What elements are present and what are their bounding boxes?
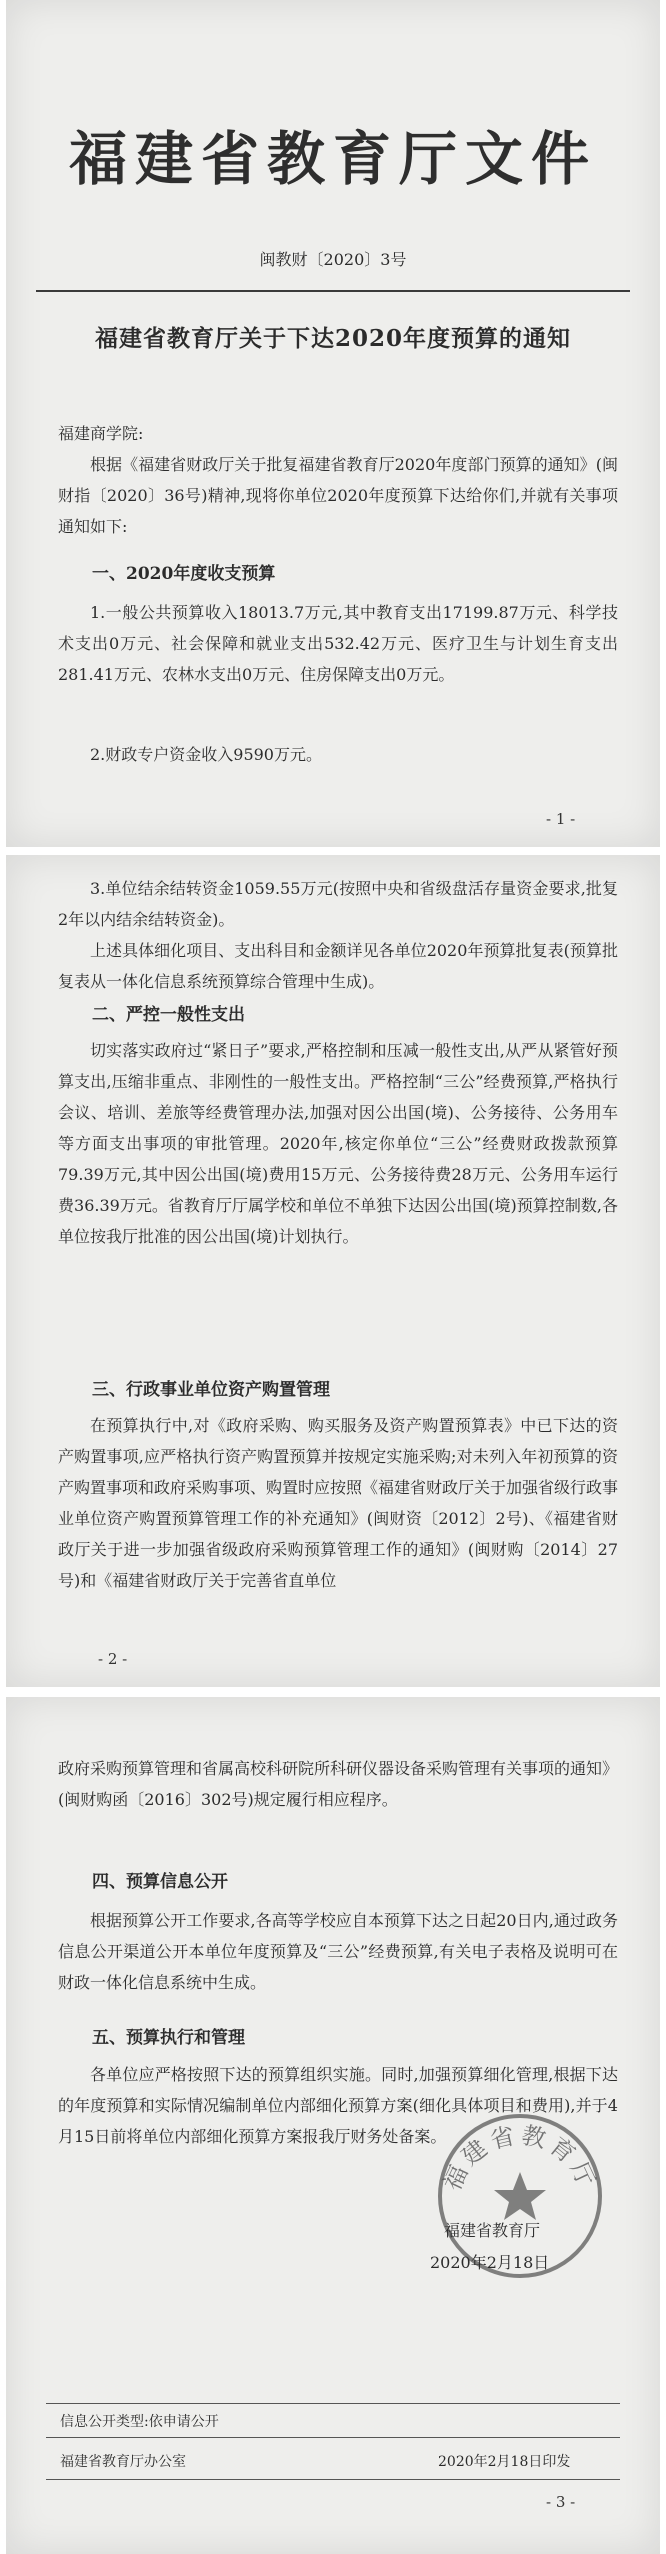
intro-paragraph: 根据《福建省财政厅关于批复福建省教育厅2020年度部门预算的通知》(闽财指〔2020〕36号)精神,现将你单位2020年度预算下达给你们,并就有关事项通知如下: [58,455,618,536]
section-2-heading: 二、严控一般性支出 [92,1005,245,1025]
seal-text: 福建省教育厅 [438,2120,602,2195]
section-1-item-3: 3.单位结余结转资金1059.55万元(按照中央和省级盘活存量资金要求,批复2年以内结余结转资金)。 [58,879,618,929]
section-1-item-1: 1.一般公共预算收入18013.7万元,其中教育支出17199.87万元、科学技术支出0万元、社会保障和就业支出532.42万元、医疗卫生与计划生育支出281.41万元、农林水支出0万元、住房保障支出0万元。 [58,603,618,684]
disclosure-type: 信息公开类型:依申请公开 [60,2414,219,2430]
page-2 [6,855,660,1687]
section-1-summary: 上述具体细化项目、支出科目和金额详见各单位2020年预算批复表(预算批复表从一体化信息系统预算综合管理中生成)。 [58,941,618,991]
section-3-heading: 三、行政事业单位资产购置管理 [92,1380,330,1400]
page-3 [6,1697,660,2554]
section-2-paragraph: 切实落实政府过“紧日子”要求,严格控制和压减一般性支出,从严从紧管好预算支出,压缩非重点、非刚性的一般性支出。严格控制“三公”经费预算,严格执行会议、培训、差旅等经费管理办法,加强对因公出国(境)、公务接待、公务用车等方面支出事项的审批管理。2020年,核定你单位“三公”经费财政拨款预算79.39万元,其中因公出国(境)费用15万元、公务接待费28万元、公务用车运行费36.39万元。省教育厅厅属学校和单位不单独下达因公出国(境)预算控制数,各单位按我厅批准的因公出国(境)计划执行。 [58,1041,618,1246]
section-5-heading: 五、预算执行和管理 [92,2028,245,2048]
notice-title: 福建省教育厅关于下达2020年度预算的通知 [94,325,571,352]
header-divider [36,290,630,292]
issuing-office: 福建省教育厅办公室 [60,2454,186,2470]
signature-issuer: 福建省教育厅 [444,2221,541,2240]
recipient: 福建商学院: [58,424,144,443]
section-4-heading: 四、预算信息公开 [92,1872,228,1892]
page-number-2: - 2 - [98,1650,128,1668]
footer-divider-top [46,2403,620,2404]
signature-date: 2020年2月18日 [430,2253,550,2272]
section-4-paragraph: 根据预算公开工作要求,各高等学校应自本预算下达之日起20日内,通过政务信息公开渠道公开本单位年度预算及“三公”经费预算,有关电子表格及说明可在财政一体化信息系统中生成。 [58,1911,618,1992]
org-title: 福建省教育厅文件 [68,125,597,193]
page-number-3: - 3 - [546,2493,576,2511]
doc-number: 闽教财〔2020〕3号 [259,250,407,269]
footer-divider-bottom [46,2479,620,2480]
section-1-heading: 一、2020年度收支预算 [92,564,276,584]
page-1 [6,0,660,847]
footer-divider-mid [46,2437,620,2438]
page-number-1: - 1 - [546,810,576,828]
print-date: 2020年2月18日印发 [438,2454,571,2470]
section-3-paragraph-part-2: 政府采购预算管理和省属高校科研院所科研仪器设备采购管理有关事项的通知》(闽财购函〔2016〕302号)规定履行相应程序。 [58,1759,619,1809]
section-3-paragraph-part-1: 在预算执行中,对《政府采购、购买服务及资产购置预算表》中已下达的资产购置事项,应严格执行资产购置预算并按规定实施采购;对未列入年初预算的资产购置事项和政府采购事项、购置时应按照《福建省财政厅关于加强省级行政事业单位资产购置预算管理工作的补充通知》(闽财资〔2012〕2号)、《福建省财政厅关于进一步加强省级政府采购预算管理工作的通知》(闽财购〔2014〕27号)和《福建省财政厅关于完善省直单位 [58,1416,619,1590]
section-1-item-2: 2.财政专户资金收入9590万元。 [90,745,322,764]
section-5-paragraph: 各单位应严格按照下达的预算组织实施。同时,加强预算细化管理,根据下达的年度预算和实际情况编制单位内部细化预算方案(细化具体项目和费用),并于4月15日前将单位内部细化预算方案报我厅财务处备案。 [58,2065,618,2146]
